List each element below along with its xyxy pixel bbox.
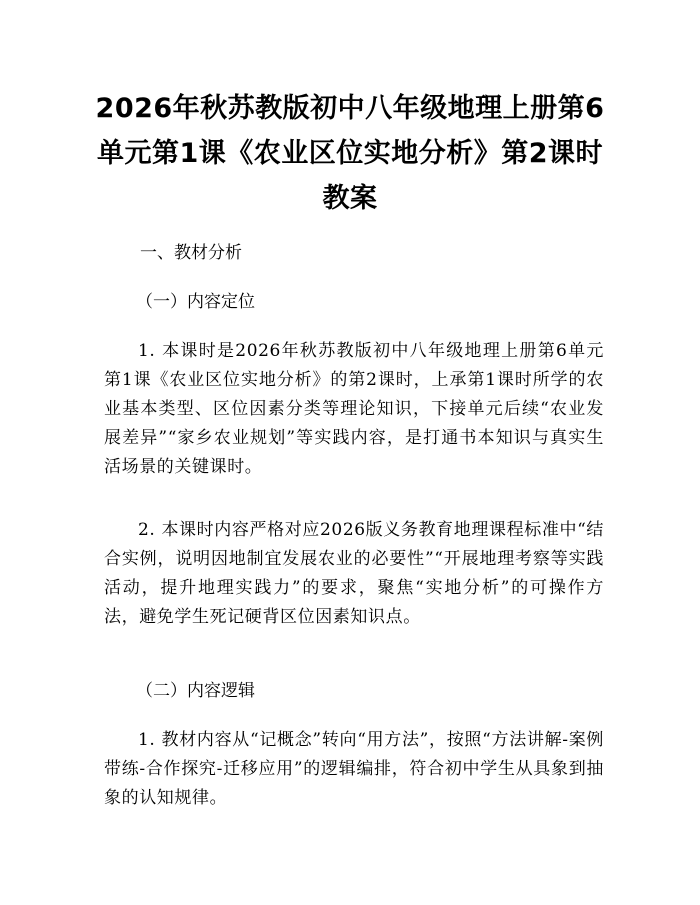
paragraph-content-logic-1: 1. 教材内容从“记概念”转向“用方法”，按照“方法讲解-案例带练-合作探究-迁移应用”的逻辑编排，符合初中学生从具象到抽象的认知规律。 xyxy=(104,730,604,808)
subsection-heading-content-logic: （二）内容逻辑 xyxy=(136,681,255,701)
document-title: 2026年秋苏教版初中八年级地理上册第6单元第1课《农业区位实地分析》第2课时教案 xyxy=(95,93,605,214)
paragraph-content-positioning-2: 2. 本课时内容严格对应2026版义务教育地理课程标准中“结合实例，说明因地制宜发展农业的必要性”“开展地理考察等实践活动，提升地理实践力”的要求，聚焦“实地分析”的可操作方法，避免学生死记硬背区位因素知识点。 xyxy=(104,520,604,627)
paragraph-content-positioning-1: 1. 本课时是2026年秋苏教版初中八年级地理上册第6单元第1课《农业区位实地分析》的第2课时，上承第1课时所学的农业基本类型、区位因素分类等理论知识，下接单元后续“农业发展差异”“家乡农业规划”等实践内容，是打通书本知识与真实生活场景的关键课时。 xyxy=(104,341,604,477)
section-heading-materials-analysis: 一、教材分析 xyxy=(140,243,242,263)
subsection-heading-content-positioning: （一）内容定位 xyxy=(136,292,255,312)
